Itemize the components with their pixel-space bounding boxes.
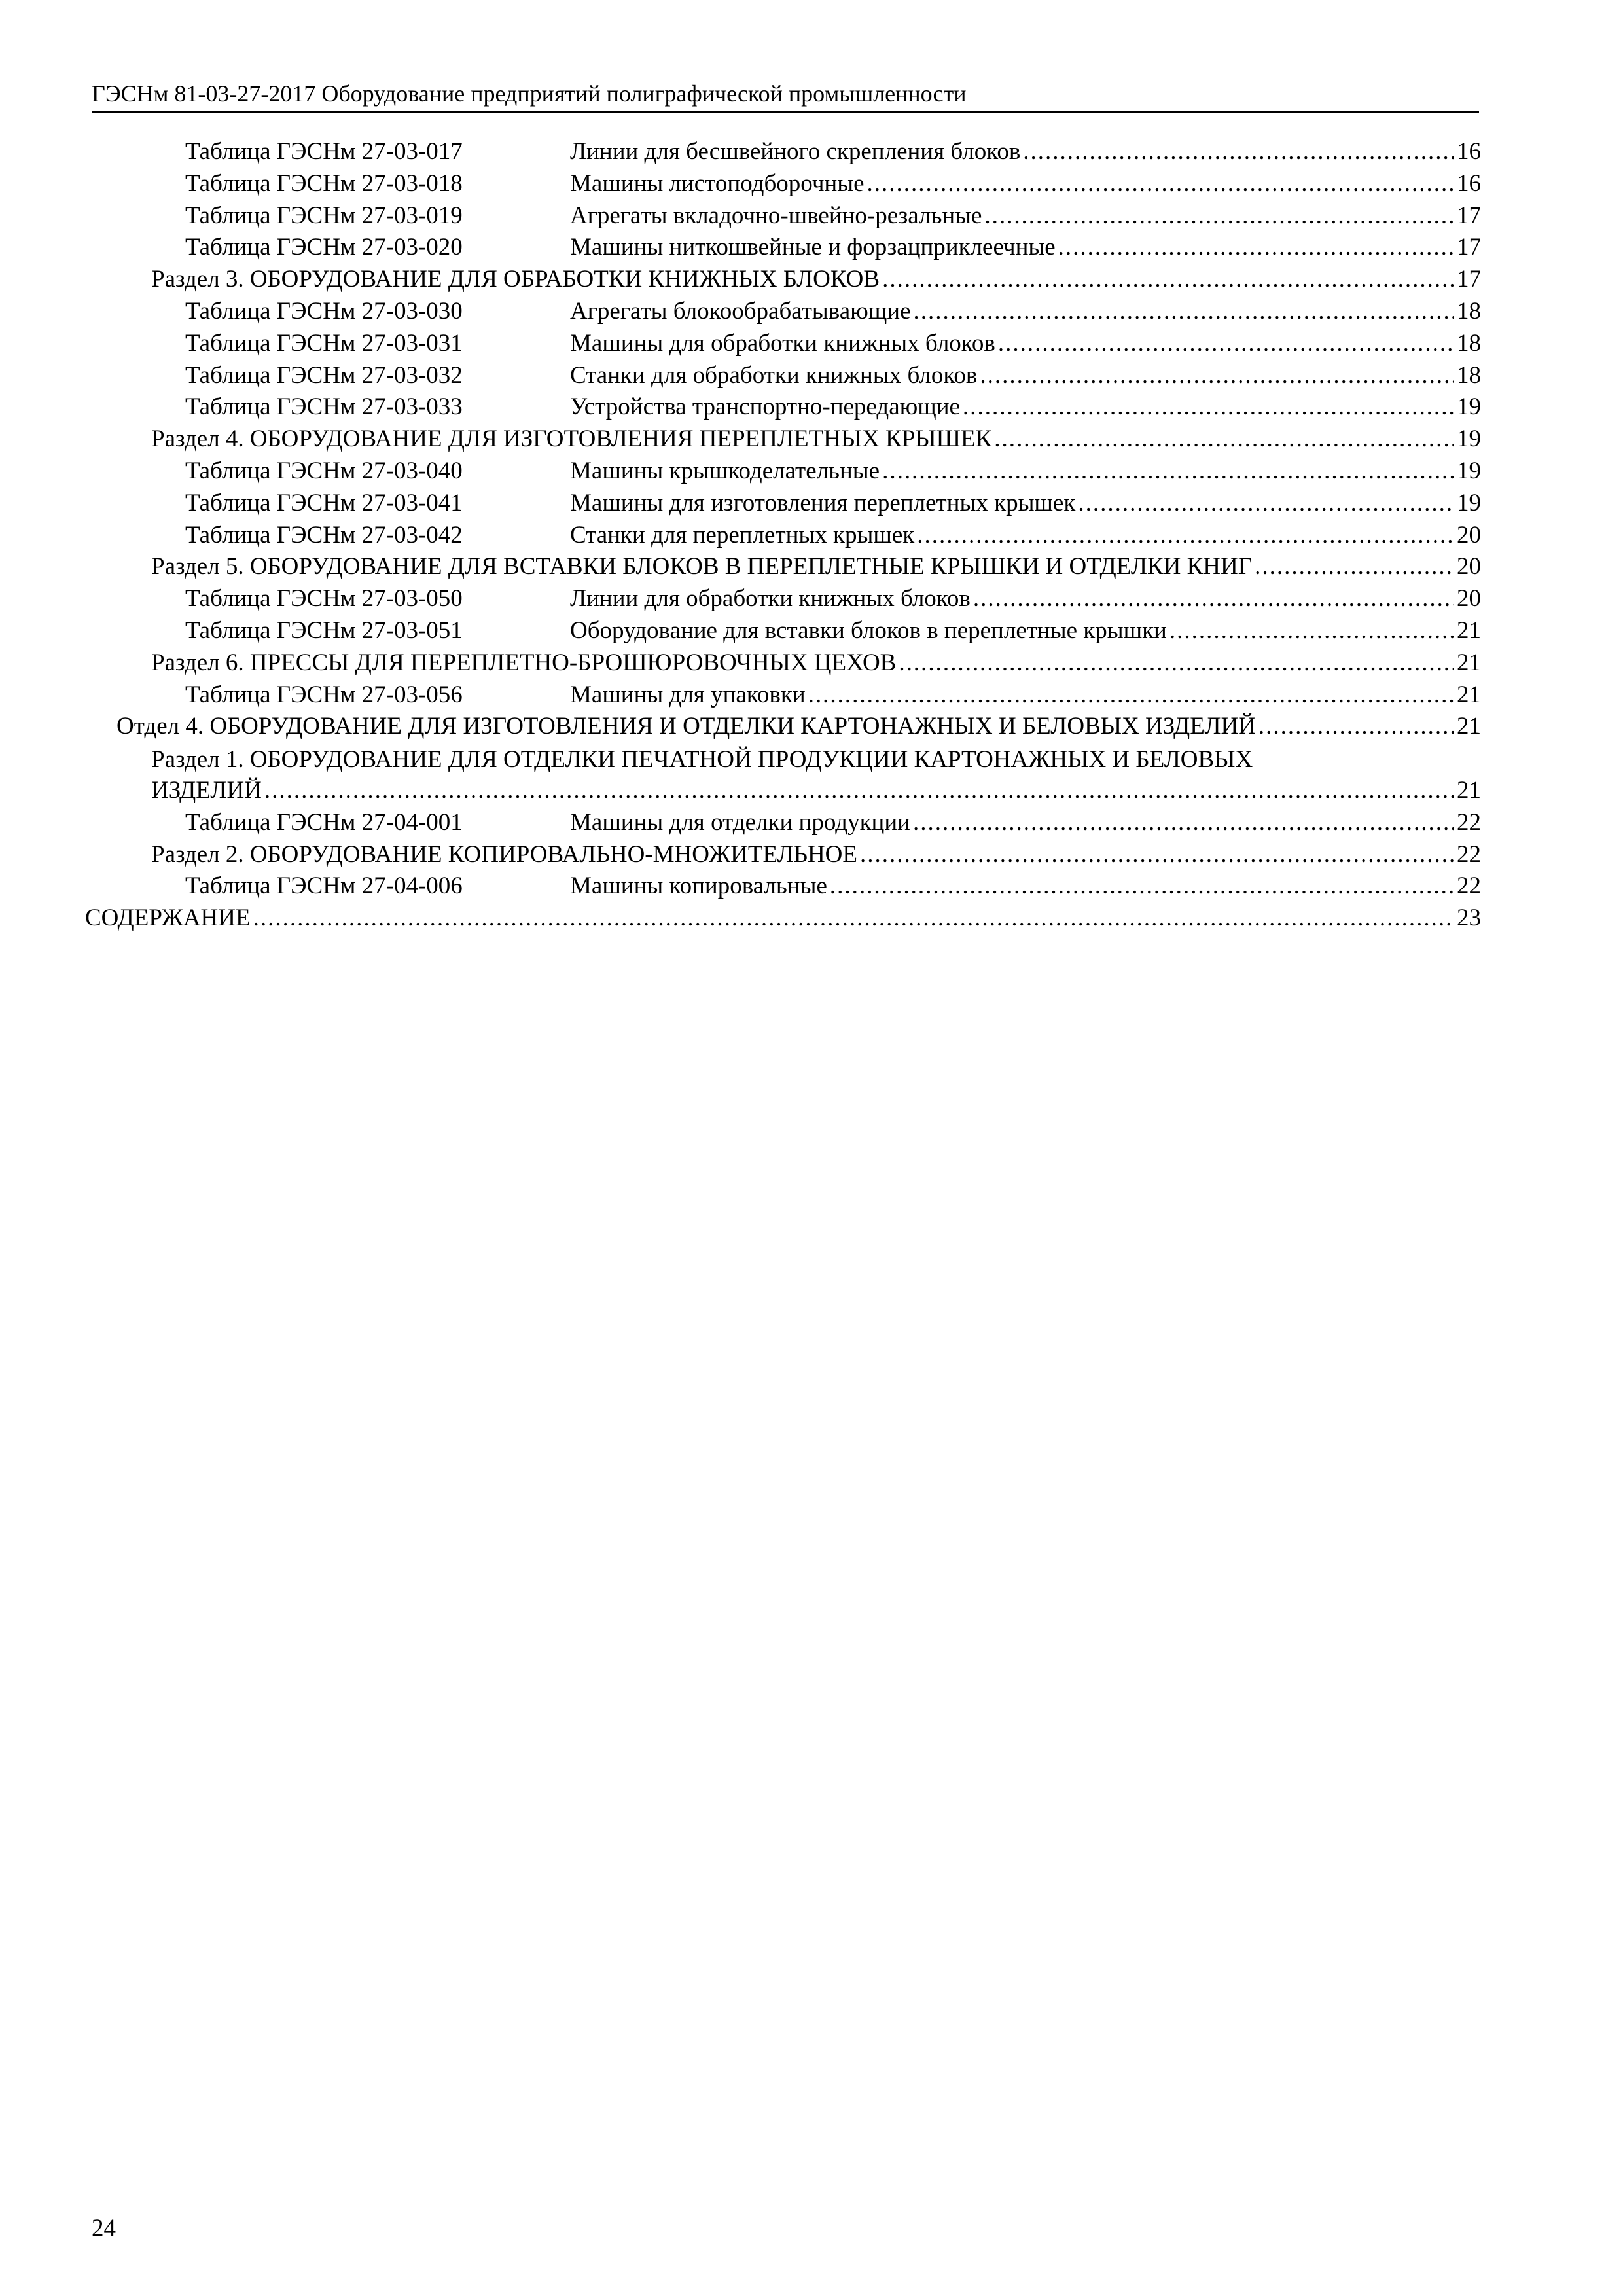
toc-entry-table[interactable] [85, 617, 1481, 649]
toc-entry-table[interactable] [85, 297, 1481, 329]
toc-page-number: 18 [1457, 329, 1481, 357]
toc-entry-title: Машины листоподборочные [570, 170, 865, 197]
toc-leader-dots [1169, 617, 1454, 645]
toc-entry-table[interactable] [85, 170, 1481, 202]
toc-entry-title: Устройства транспортно-передающие [570, 393, 960, 421]
toc-entry-table[interactable] [85, 808, 1481, 840]
toc-entry-title: Раздел 4. ОБОРУДОВАНИЕ ДЛЯ ИЗГОТОВЛЕНИЯ ПЕРЕПЛЕТНЫХ КРЫШЕК [151, 425, 992, 453]
toc-table-code: Таблица ГЭСНм 27-04-006 [185, 872, 463, 900]
toc-entry-title: Раздел 5. ОБОРУДОВАНИЕ ДЛЯ ВСТАВКИ БЛОКОВ В ПЕРЕПЛЕТНЫЕ КРЫШКИ И ОТДЕЛКИ КНИГ [151, 553, 1253, 581]
toc-entry-section[interactable] [85, 744, 1481, 808]
toc-leader-dots [914, 297, 1454, 325]
toc-entry-contents[interactable] [85, 904, 1481, 936]
toc-entry-title: Линии для обработки книжных блоков [570, 585, 971, 613]
toc-page-number: 19 [1457, 457, 1481, 484]
page-header [92, 76, 1479, 113]
toc-entry-table[interactable] [85, 329, 1481, 361]
toc-entry-department[interactable] [85, 712, 1481, 744]
toc-page-number: 21 [1457, 713, 1481, 740]
toc-entry-table[interactable] [85, 393, 1481, 425]
toc-leader-dots [1023, 137, 1454, 166]
toc-page-number: 16 [1457, 170, 1481, 197]
toc-page-number: 20 [1457, 585, 1481, 613]
toc-page-number: 19 [1457, 393, 1481, 421]
toc-entry-title: Раздел 3. ОБОРУДОВАНИЕ ДЛЯ ОБРАБОТКИ КНИЖНЫХ БЛОКОВ [151, 266, 880, 293]
toc-leader-dots [899, 649, 1454, 677]
toc-entry-table[interactable] [85, 489, 1481, 521]
toc-leader-dots [808, 681, 1454, 709]
toc-page-number: 22 [1457, 872, 1481, 900]
toc-entry-title: Машины для изготовления переплетных крышек [570, 489, 1076, 516]
toc-table-code: Таблица ГЭСНм 27-03-051 [185, 617, 463, 644]
toc-entry-section[interactable] [85, 425, 1481, 457]
toc-page-number: 21 [1457, 681, 1481, 708]
toc-entry-title: Агрегаты блокообрабатывающие [570, 297, 911, 325]
toc-entry-title: СОДЕРЖАНИЕ [85, 905, 251, 932]
toc-entry-title: Машины для отделки продукции [570, 808, 910, 836]
toc-leader-dots [1258, 712, 1454, 740]
toc-entry-title: Машины копировальные [570, 872, 827, 900]
toc-entry-section[interactable] [85, 840, 1481, 872]
toc-entry-title: Агрегаты вкладочно-швейно-резальные [570, 202, 982, 229]
toc-leader-dots [253, 904, 1454, 932]
toc-entry-title: Раздел 6. ПРЕССЫ ДЛЯ ПЕРЕПЛЕТНО-БРОШЮРОВОЧНЫХ ЦЕХОВ [151, 649, 897, 676]
toc-page-number: 18 [1457, 361, 1481, 389]
toc-entry-section[interactable] [85, 649, 1481, 681]
toc-page-number: 17 [1457, 234, 1481, 261]
toc-leader-dots [994, 425, 1454, 453]
toc-entry-title: Машины крышкоделательные [570, 457, 880, 484]
toc-table-code: Таблица ГЭСНм 27-03-042 [185, 521, 463, 548]
toc-entry-title: Линии для бесшвейного скрепления блоков [570, 138, 1021, 165]
toc-table-code: Таблица ГЭСНм 27-03-019 [185, 202, 463, 229]
toc-leader-dots [867, 170, 1454, 198]
toc-page-number: 23 [1457, 905, 1481, 932]
toc-leader-dots [830, 872, 1454, 900]
toc-leader-dots [963, 393, 1454, 421]
toc-page-number: 20 [1457, 521, 1481, 548]
toc-page-number: 18 [1457, 297, 1481, 325]
toc-table-code: Таблица ГЭСНм 27-03-018 [185, 170, 463, 197]
toc-entry-title: Машины для обработки книжных блоков [570, 329, 995, 357]
toc-entry-title: Машины для упаковки [570, 681, 806, 708]
toc-page-number: 17 [1457, 202, 1481, 229]
toc-entry-section[interactable] [85, 265, 1481, 297]
toc-entry-table[interactable] [85, 521, 1481, 553]
toc-entry-table[interactable] [85, 681, 1481, 713]
toc-entry-title: Оборудование для вставки блоков в переплетные крышки [570, 617, 1167, 644]
page-number: 24 [92, 2215, 116, 2242]
toc-page-number: 19 [1457, 425, 1481, 453]
toc-table-code: Таблица ГЭСНм 27-03-032 [185, 361, 463, 389]
toc-leader-dots [882, 457, 1454, 485]
toc-entry-table[interactable] [85, 457, 1481, 489]
toc-entry-title: Раздел 2. ОБОРУДОВАНИЕ КОПИРОВАЛЬНО-МНОЖИТЕЛЬНОЕ [151, 840, 857, 868]
toc-leader-dots [913, 808, 1454, 836]
toc-page-number: 21 [1457, 617, 1481, 644]
toc-page-number: 22 [1457, 840, 1481, 868]
toc-table-code: Таблица ГЭСНм 27-03-041 [185, 489, 463, 516]
toc-table-code: Таблица ГЭСНм 27-03-020 [185, 234, 463, 261]
toc-entry-title: Машины ниткошвейные и форзацприклеечные [570, 234, 1056, 261]
toc-entry-table[interactable] [85, 202, 1481, 234]
toc-page-number: 21 [1457, 776, 1481, 804]
toc-leader-dots [264, 776, 1454, 804]
toc-entry-section[interactable] [85, 552, 1481, 584]
toc-entry-title-continued: ИЗДЕЛИЙ [151, 776, 262, 804]
toc-table-code: Таблица ГЭСНм 27-03-017 [185, 138, 463, 165]
toc-page-number: 19 [1457, 489, 1481, 516]
toc-entry-table[interactable] [85, 872, 1481, 904]
toc-leader-dots [1058, 233, 1454, 261]
toc-entry-table[interactable] [85, 233, 1481, 265]
toc-entry-title: Станки для переплетных крышек [570, 521, 915, 548]
toc-table-code: Таблица ГЭСНм 27-03-056 [185, 681, 463, 708]
toc-table-code: Таблица ГЭСНм 27-03-030 [185, 297, 463, 325]
toc-entry-table[interactable] [85, 584, 1481, 617]
toc-table-code: Таблица ГЭСНм 27-04-001 [185, 808, 463, 836]
toc-entry-title: Раздел 1. ОБОРУДОВАНИЕ ДЛЯ ОТДЕЛКИ ПЕЧАТНОЙ ПРОДУКЦИИ КАРТОНАЖНЫХ И БЕЛОВЫХ [151, 746, 1253, 774]
toc-entry-title: Станки для обработки книжных блоков [570, 361, 978, 389]
toc-leader-dots [973, 584, 1454, 613]
toc-page-number: 21 [1457, 649, 1481, 676]
toc-page-number: 16 [1457, 138, 1481, 165]
toc-leader-dots [1255, 552, 1454, 581]
toc-table-code: Таблица ГЭСНм 27-03-040 [185, 457, 463, 484]
toc-leader-dots [1078, 489, 1454, 517]
toc-leader-dots [860, 840, 1454, 869]
toc-table-code: Таблица ГЭСНм 27-03-033 [185, 393, 463, 421]
toc-page-number: 17 [1457, 266, 1481, 293]
toc-leader-dots [998, 329, 1454, 357]
toc-entry-table[interactable] [85, 137, 1481, 170]
toc-page-number: 22 [1457, 808, 1481, 836]
toc-leader-dots [882, 265, 1454, 293]
toc-leader-dots [984, 202, 1454, 230]
toc-leader-dots [917, 521, 1454, 549]
toc-entry-title: Отдел 4. ОБОРУДОВАНИЕ ДЛЯ ИЗГОТОВЛЕНИЯ И ОТДЕЛКИ КАРТОНАЖНЫХ И БЕЛОВЫХ ИЗДЕЛИЙ [116, 713, 1256, 740]
document-title: ГЭСНм 81-03-27-2017 Оборудование предприятий полиграфической промышленности [92, 81, 967, 107]
toc-page-number: 20 [1457, 553, 1481, 581]
toc-leader-dots [980, 361, 1454, 389]
toc-table-code: Таблица ГЭСНм 27-03-050 [185, 585, 463, 613]
toc-table-code: Таблица ГЭСНм 27-03-031 [185, 329, 463, 357]
table-of-contents [85, 137, 1481, 936]
toc-entry-table[interactable] [85, 361, 1481, 393]
